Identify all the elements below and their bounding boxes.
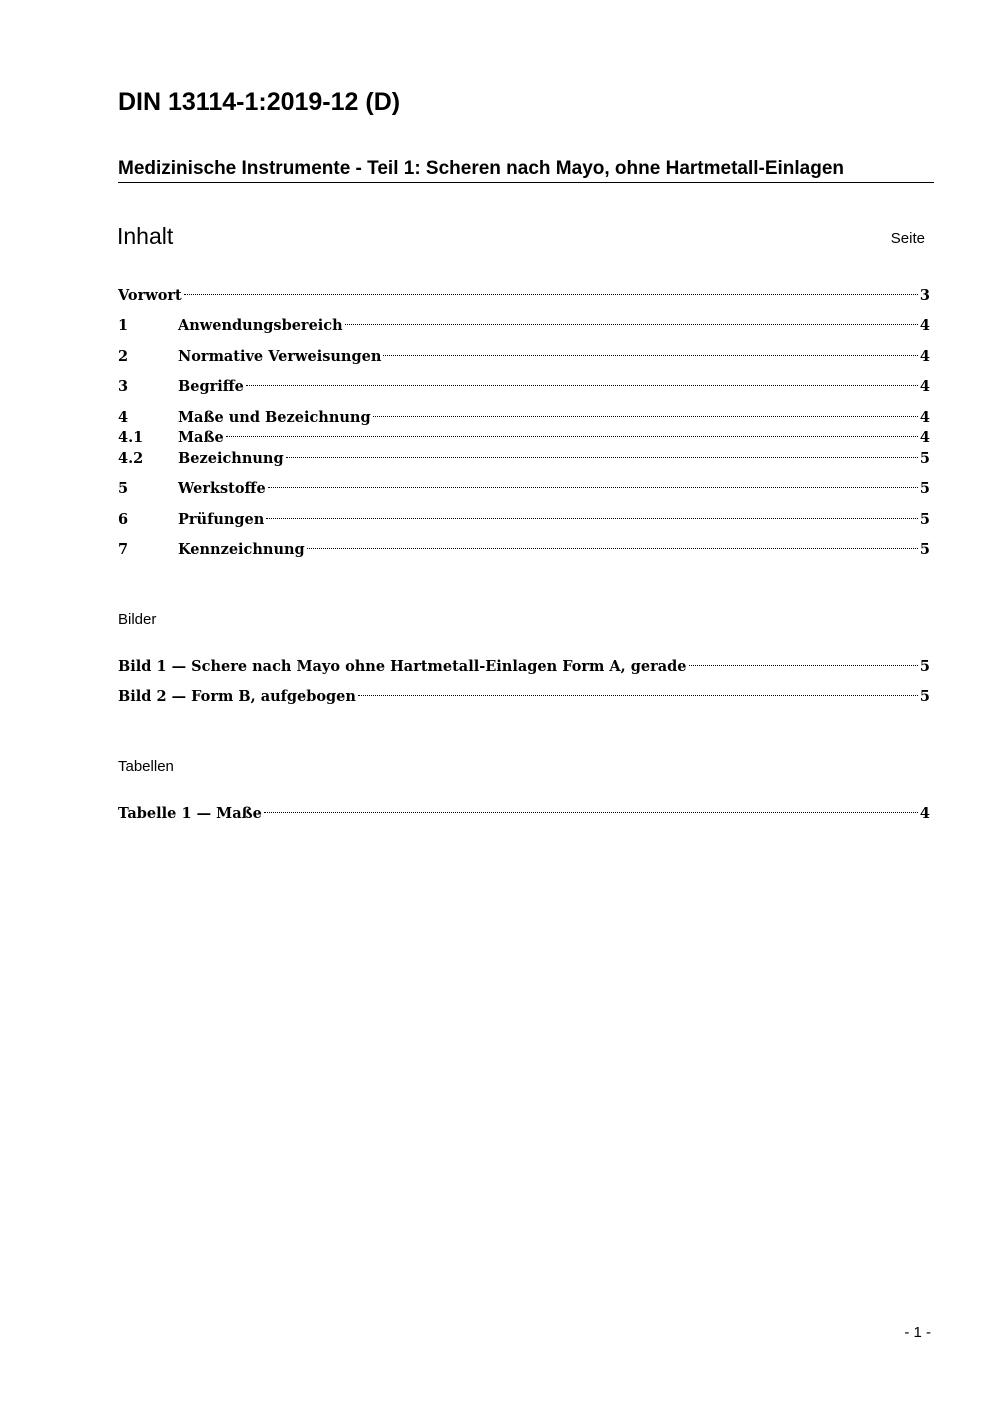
toc-entry-number: 1 <box>118 317 129 334</box>
toc-entry-label: Werkstoffe <box>178 480 266 497</box>
toc-entry-page: 5 <box>919 450 930 467</box>
figure-entry-page: 5 <box>919 688 930 705</box>
toc-entry[interactable] <box>118 402 930 426</box>
page-column-label: Seite <box>890 230 925 247</box>
toc-entry-page: 4 <box>919 317 930 334</box>
toc-entry-page: 5 <box>919 541 930 558</box>
toc-entry-number: 6 <box>118 511 129 528</box>
dot-leader <box>345 310 918 330</box>
figures-heading: Bilder <box>118 611 157 628</box>
tables-heading: Tabellen <box>118 758 174 775</box>
toc-entry-page: 5 <box>919 480 930 497</box>
figure-entry-label: Bild 1 — Schere nach Mayo ohne Hartmetall-Einlagen Form A, gerade <box>118 658 687 675</box>
toc-entry-label: Prüfungen <box>178 511 265 528</box>
dot-leader <box>286 443 918 463</box>
dot-leader <box>689 651 918 671</box>
dot-leader <box>358 681 918 701</box>
dot-leader <box>264 798 918 818</box>
document-subtitle: Medizinische Instrumente - Teil 1: Scheren nach Mayo, ohne Hartmetall-Einlagen <box>118 158 934 183</box>
toc-entry[interactable] <box>118 280 930 304</box>
toc-entry-number: 7 <box>118 541 129 558</box>
toc-entry-label: Maße und Bezeichnung <box>178 409 371 426</box>
toc-entry-page: 4 <box>919 348 930 365</box>
dot-leader <box>184 280 918 300</box>
document-title: DIN 13114-1:2019-12 (D) <box>118 88 401 116</box>
figure-entry[interactable] <box>118 651 930 675</box>
toc-entry-label: Begriffe <box>178 378 244 395</box>
toc-entry-number: 3 <box>118 378 129 395</box>
dot-leader <box>373 402 918 422</box>
toc-entry-label: Bezeichnung <box>178 450 284 467</box>
page-number: - 1 - <box>904 1324 931 1341</box>
figure-entry-page: 5 <box>919 658 930 675</box>
table-entry[interactable] <box>118 798 930 822</box>
toc-entry-page: 4 <box>919 378 930 395</box>
toc-entry-number: 4 <box>118 409 129 426</box>
toc-entry[interactable] <box>118 422 930 446</box>
table-entry-page: 4 <box>919 805 930 822</box>
toc-entry-label: Vorwort <box>118 287 182 304</box>
toc-entry[interactable] <box>118 504 930 528</box>
toc-entry[interactable] <box>118 473 930 497</box>
toc-entry[interactable] <box>118 371 930 395</box>
dot-leader <box>226 422 918 442</box>
toc-entry-page: 4 <box>919 409 930 426</box>
toc-entry[interactable] <box>118 443 930 467</box>
toc-entry-number: 4.2 <box>118 450 144 467</box>
dot-leader <box>266 504 918 524</box>
dot-leader <box>307 534 918 554</box>
toc-entry-page: 4 <box>919 429 930 446</box>
dot-leader <box>268 473 918 493</box>
dot-leader <box>383 341 918 361</box>
toc-entry[interactable] <box>118 534 930 558</box>
toc-entry-number: 2 <box>118 348 129 365</box>
toc-entry-label: Normative Verweisungen <box>178 348 382 365</box>
toc-heading: Inhalt <box>117 223 174 249</box>
toc-entry-number: 4.1 <box>118 429 144 446</box>
toc-entry-page: 5 <box>919 511 930 528</box>
toc-entry[interactable] <box>118 341 930 365</box>
figure-entry[interactable] <box>118 681 930 705</box>
toc-entry[interactable] <box>118 310 930 334</box>
table-entry-label: Tabelle 1 — Maße <box>118 805 262 822</box>
toc-entry-number: 5 <box>118 480 129 497</box>
toc-entry-label: Maße <box>178 429 224 446</box>
toc-entry-label: Anwendungsbereich <box>178 317 343 334</box>
toc-entry-page: 3 <box>919 287 930 304</box>
figure-entry-label: Bild 2 — Form B, aufgebogen <box>118 688 356 705</box>
toc-entry-label: Kennzeichnung <box>178 541 305 558</box>
dot-leader <box>246 371 918 391</box>
